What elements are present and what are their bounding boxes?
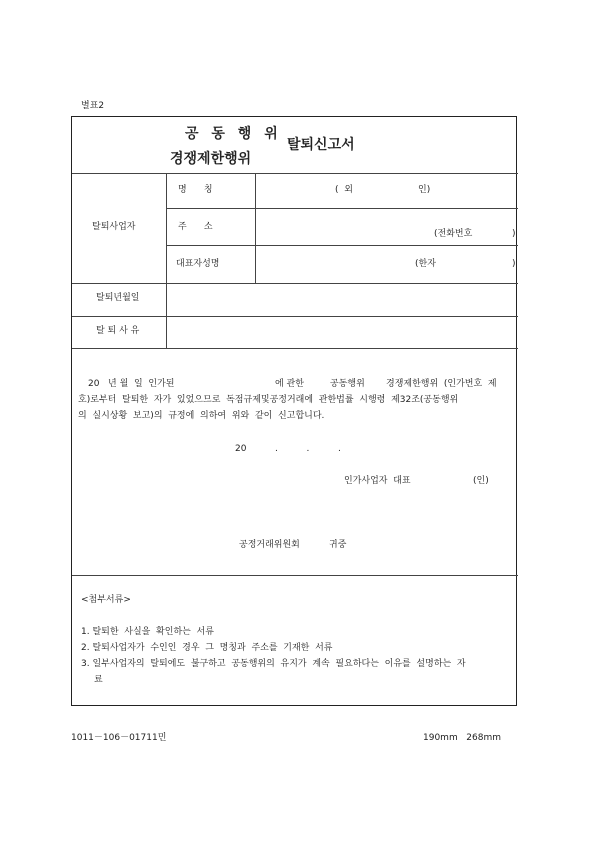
seal-mark: (인) bbox=[473, 476, 489, 486]
attachment-item: 3. 일부사업자의 탈퇴에도 불구하고 공동행위의 유지가 계속 필요하다는 이유를 설명하는 자 bbox=[81, 659, 466, 669]
form-frame bbox=[71, 116, 517, 706]
label-withdrawal-date: 탈퇴년월일 bbox=[96, 293, 140, 303]
form-code: 1011－106－01711민 bbox=[71, 733, 167, 743]
label-withdrawing-business: 탈퇴사업자 bbox=[92, 222, 136, 232]
statement-line3: 의 실시상황 보고)의 규정에 의하여 위와 같이 신고합니다. bbox=[78, 411, 325, 421]
annex-label: 별표2 bbox=[81, 101, 105, 111]
statement-line1-b: 에 관한 bbox=[275, 379, 304, 389]
phone-note-close: ) bbox=[512, 229, 516, 239]
statement-line1-c: 공동행위 bbox=[330, 379, 365, 389]
title-line2: 경쟁제한행위 bbox=[170, 151, 252, 167]
vdivider-left bbox=[166, 173, 167, 348]
attachment-item-continued: 료 bbox=[94, 675, 103, 685]
label-name: 명 칭 bbox=[178, 185, 213, 195]
phone-note-open: (전화번호 bbox=[434, 229, 473, 239]
divider-statement bbox=[72, 575, 518, 576]
hanja-note-open: (한자 bbox=[415, 259, 436, 269]
attachment-item: 1. 탈퇴한 사실을 확인하는 서류 bbox=[81, 627, 214, 637]
attachments-header: <첨부서류> bbox=[81, 595, 131, 605]
hanja-note-close: ) bbox=[512, 259, 516, 269]
paper-size: 190mm 268mm bbox=[423, 733, 502, 743]
recipient-honorific: 귀중 bbox=[329, 540, 347, 550]
name-note-close: 인) bbox=[418, 185, 431, 195]
recipient: 공정거래위원회 bbox=[239, 540, 300, 550]
statement-line2: 호)로부터 탈퇴한 자가 있었으므로 독점규제및공정거래에 관한법률 시행령 제32조(공동행위 bbox=[78, 395, 459, 405]
name-note-open: ( 외 bbox=[335, 185, 353, 195]
vdivider-label bbox=[255, 173, 256, 283]
label-withdrawal-reason: 탈 퇴 사 유 bbox=[96, 326, 140, 336]
divider-address bbox=[166, 245, 518, 246]
statement-line1-a: 20 년 월 일 인가된 bbox=[88, 379, 175, 389]
divider-name bbox=[166, 208, 518, 209]
divider-business bbox=[72, 283, 518, 284]
divider-date bbox=[72, 316, 518, 317]
title-line1: 공 동 행 위 bbox=[185, 126, 282, 142]
attachment-item: 2. 탈퇴사업자가 수인인 경우 그 명칭과 주소를 기재한 서류 bbox=[81, 643, 333, 653]
title-main: 탈퇴신고서 bbox=[287, 137, 355, 153]
divider-reason bbox=[72, 348, 518, 349]
signatory-label: 인가사업자 대표 bbox=[344, 476, 411, 486]
statement-date: 20 . . . bbox=[235, 444, 341, 454]
label-representative: 대표자성명 bbox=[176, 259, 220, 269]
divider-title bbox=[72, 173, 518, 174]
statement-line1-d: 경쟁제한행위 (인가번호 제 bbox=[386, 379, 497, 389]
label-address: 주 소 bbox=[178, 222, 213, 232]
